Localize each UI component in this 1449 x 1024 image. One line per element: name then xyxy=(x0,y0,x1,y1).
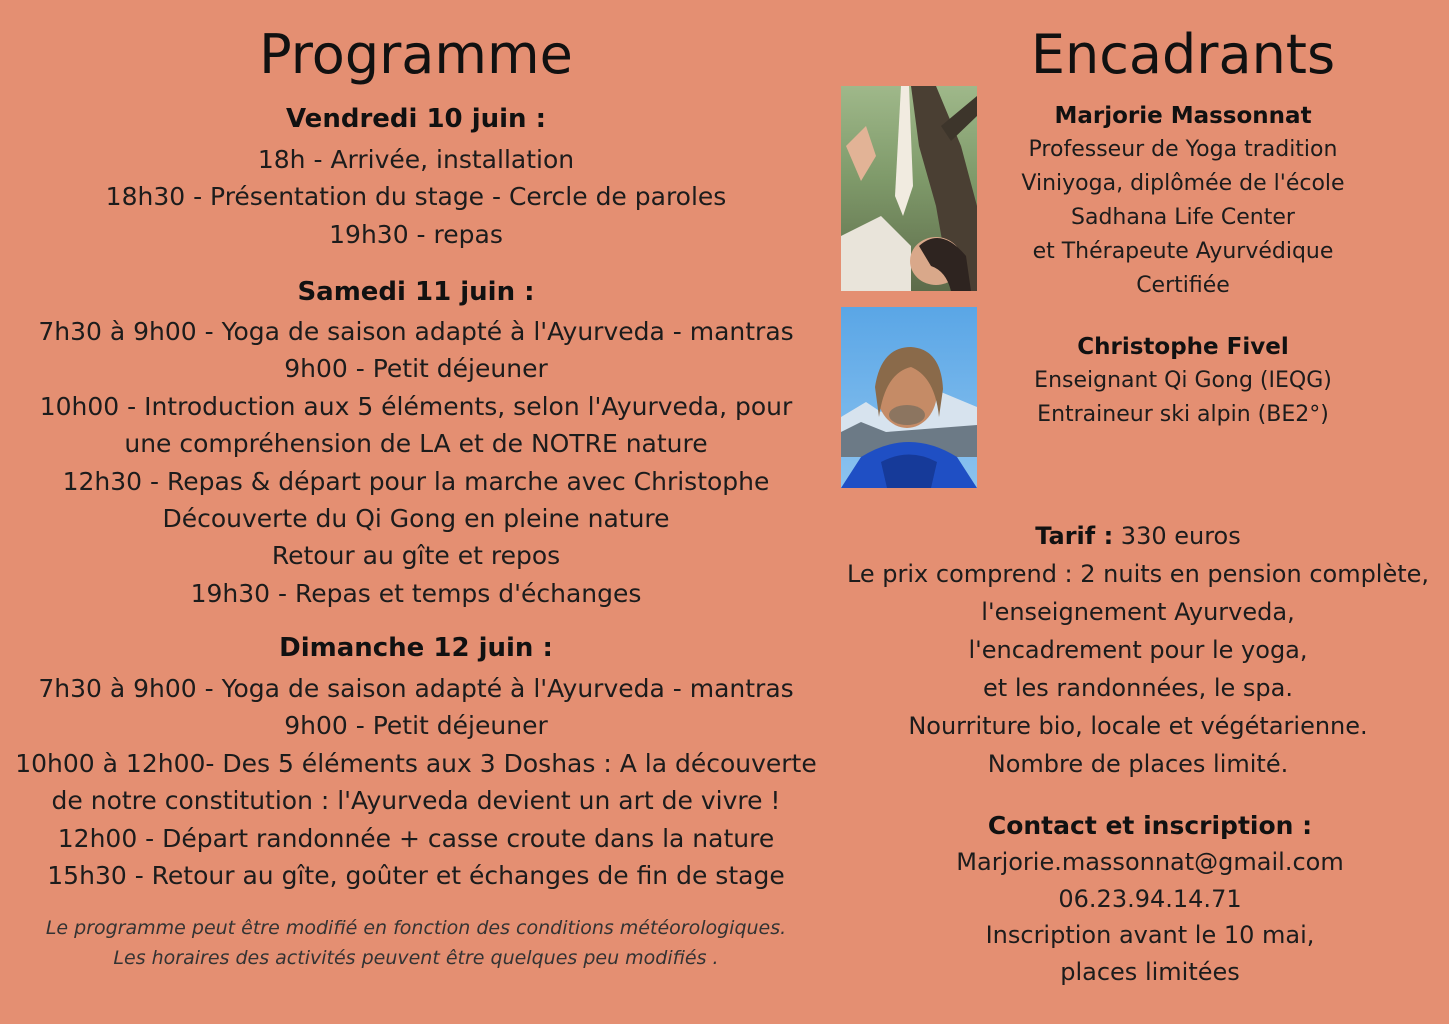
schedule-line: 10h00 - Introduction aux 5 éléments, selon l'Ayurveda, pour xyxy=(39,391,793,421)
tarif-line: Nourriture bio, locale et végétarienne. xyxy=(908,712,1368,740)
schedule-line: 15h30 - Retour au gîte, goûter et échanges de fin de stage xyxy=(47,861,785,891)
tarif-line: l'enseignement Ayurveda, xyxy=(981,598,1295,626)
tarif-line: Le prix comprend : 2 nuits en pension complète, xyxy=(846,560,1430,588)
bio-line: Professeur de Yoga tradition xyxy=(1028,137,1338,162)
day-heading: Dimanche 12 juin : xyxy=(279,633,553,663)
tarif-section xyxy=(836,517,1440,783)
bio-line: Certifiée xyxy=(1136,273,1230,298)
schedule-line: 19h30 - repas xyxy=(329,219,503,249)
tarif-value: 330 euros xyxy=(1113,522,1241,550)
tarif-label: Tarif : xyxy=(1035,522,1114,550)
bio-line: et Thérapeute Ayurvédique xyxy=(1032,239,1334,264)
schedule-line: de notre constitution : l'Ayurveda devient un art de vivre ! xyxy=(51,786,781,816)
day-heading: Vendredi 10 juin : xyxy=(285,104,546,134)
bio-line: Enseignant Qi Gong (IEQG) xyxy=(1034,368,1332,393)
schedule-line: 7h30 à 9h00 - Yoga de saison adapté à l'Ayurveda - mantras xyxy=(38,674,794,703)
day-schedule xyxy=(0,141,832,253)
contact-section xyxy=(900,811,1400,990)
day-schedule xyxy=(0,313,832,612)
programme-notes xyxy=(0,913,832,973)
marjorie-photo xyxy=(841,86,977,291)
note-line: Le programme peut être modifié en fonction des conditions météorologiques. xyxy=(45,917,787,939)
contact-heading: Contact et inscription : xyxy=(987,811,1313,840)
day-heading: Samedi 11 juin : xyxy=(297,277,535,307)
contact-line: places limitées xyxy=(1060,957,1240,986)
bio-line: Sadhana Life Center xyxy=(1071,205,1295,230)
tarif-price xyxy=(836,517,1440,555)
person-name: Marjorie Massonnat xyxy=(1054,103,1312,129)
bio-marjorie xyxy=(988,103,1378,303)
programme-title: Programme xyxy=(259,23,573,86)
schedule-line: Retour au gîte et repos xyxy=(271,541,561,571)
note-line: Les horaires des activités peuvent être quelques peu modifiés . xyxy=(113,947,719,969)
bio-line: Entraineur ski alpin (BE2°) xyxy=(1037,402,1329,427)
schedule-line: 19h30 - Repas et temps d'échanges xyxy=(190,578,642,608)
schedule-line: 12h00 - Départ randonnée + casse croute dans la nature xyxy=(57,823,775,853)
tarif-line: Nombre de places limité. xyxy=(987,750,1289,778)
day-schedule xyxy=(0,670,832,894)
schedule-line: 10h00 à 12h00- Des 5 éléments aux 3 Doshas : A la découverte xyxy=(15,748,817,778)
schedule-line: 12h30 - Repas & départ pour la marche avec Christophe xyxy=(62,466,770,496)
contact-email[interactable]: Marjorie.massonnat@gmail.com xyxy=(956,848,1344,876)
person-name: Christophe Fivel xyxy=(1077,334,1289,360)
schedule-line: 9h00 - Petit déjeuner xyxy=(284,354,548,384)
tarif-line: et les randonnées, le spa. xyxy=(983,674,1293,702)
schedule-line: 9h00 - Petit déjeuner xyxy=(284,711,548,741)
contact-line: Inscription avant le 10 mai, xyxy=(985,921,1315,949)
christophe-photo xyxy=(841,307,977,488)
schedule-line: 18h - Arrivée, installation xyxy=(257,145,575,174)
contact-phone[interactable]: 06.23.94.14.71 xyxy=(1058,884,1242,913)
tarif-line: l'encadrement pour le yoga, xyxy=(968,636,1308,664)
schedule-line: 18h30 - Présentation du stage - Cercle de paroles xyxy=(105,182,727,212)
schedule-line: 7h30 à 9h00 - Yoga de saison adapté à l'Ayurveda - mantras xyxy=(38,317,794,346)
schedule-line: une compréhension de LA et de NOTRE nature xyxy=(124,429,708,459)
bio-christophe xyxy=(988,334,1378,432)
schedule-line: Découverte du Qi Gong en pleine nature xyxy=(162,504,670,534)
bio-line: Viniyoga, diplômée de l'école xyxy=(1021,171,1345,196)
encadrants-title: Encadrants xyxy=(1030,23,1336,86)
